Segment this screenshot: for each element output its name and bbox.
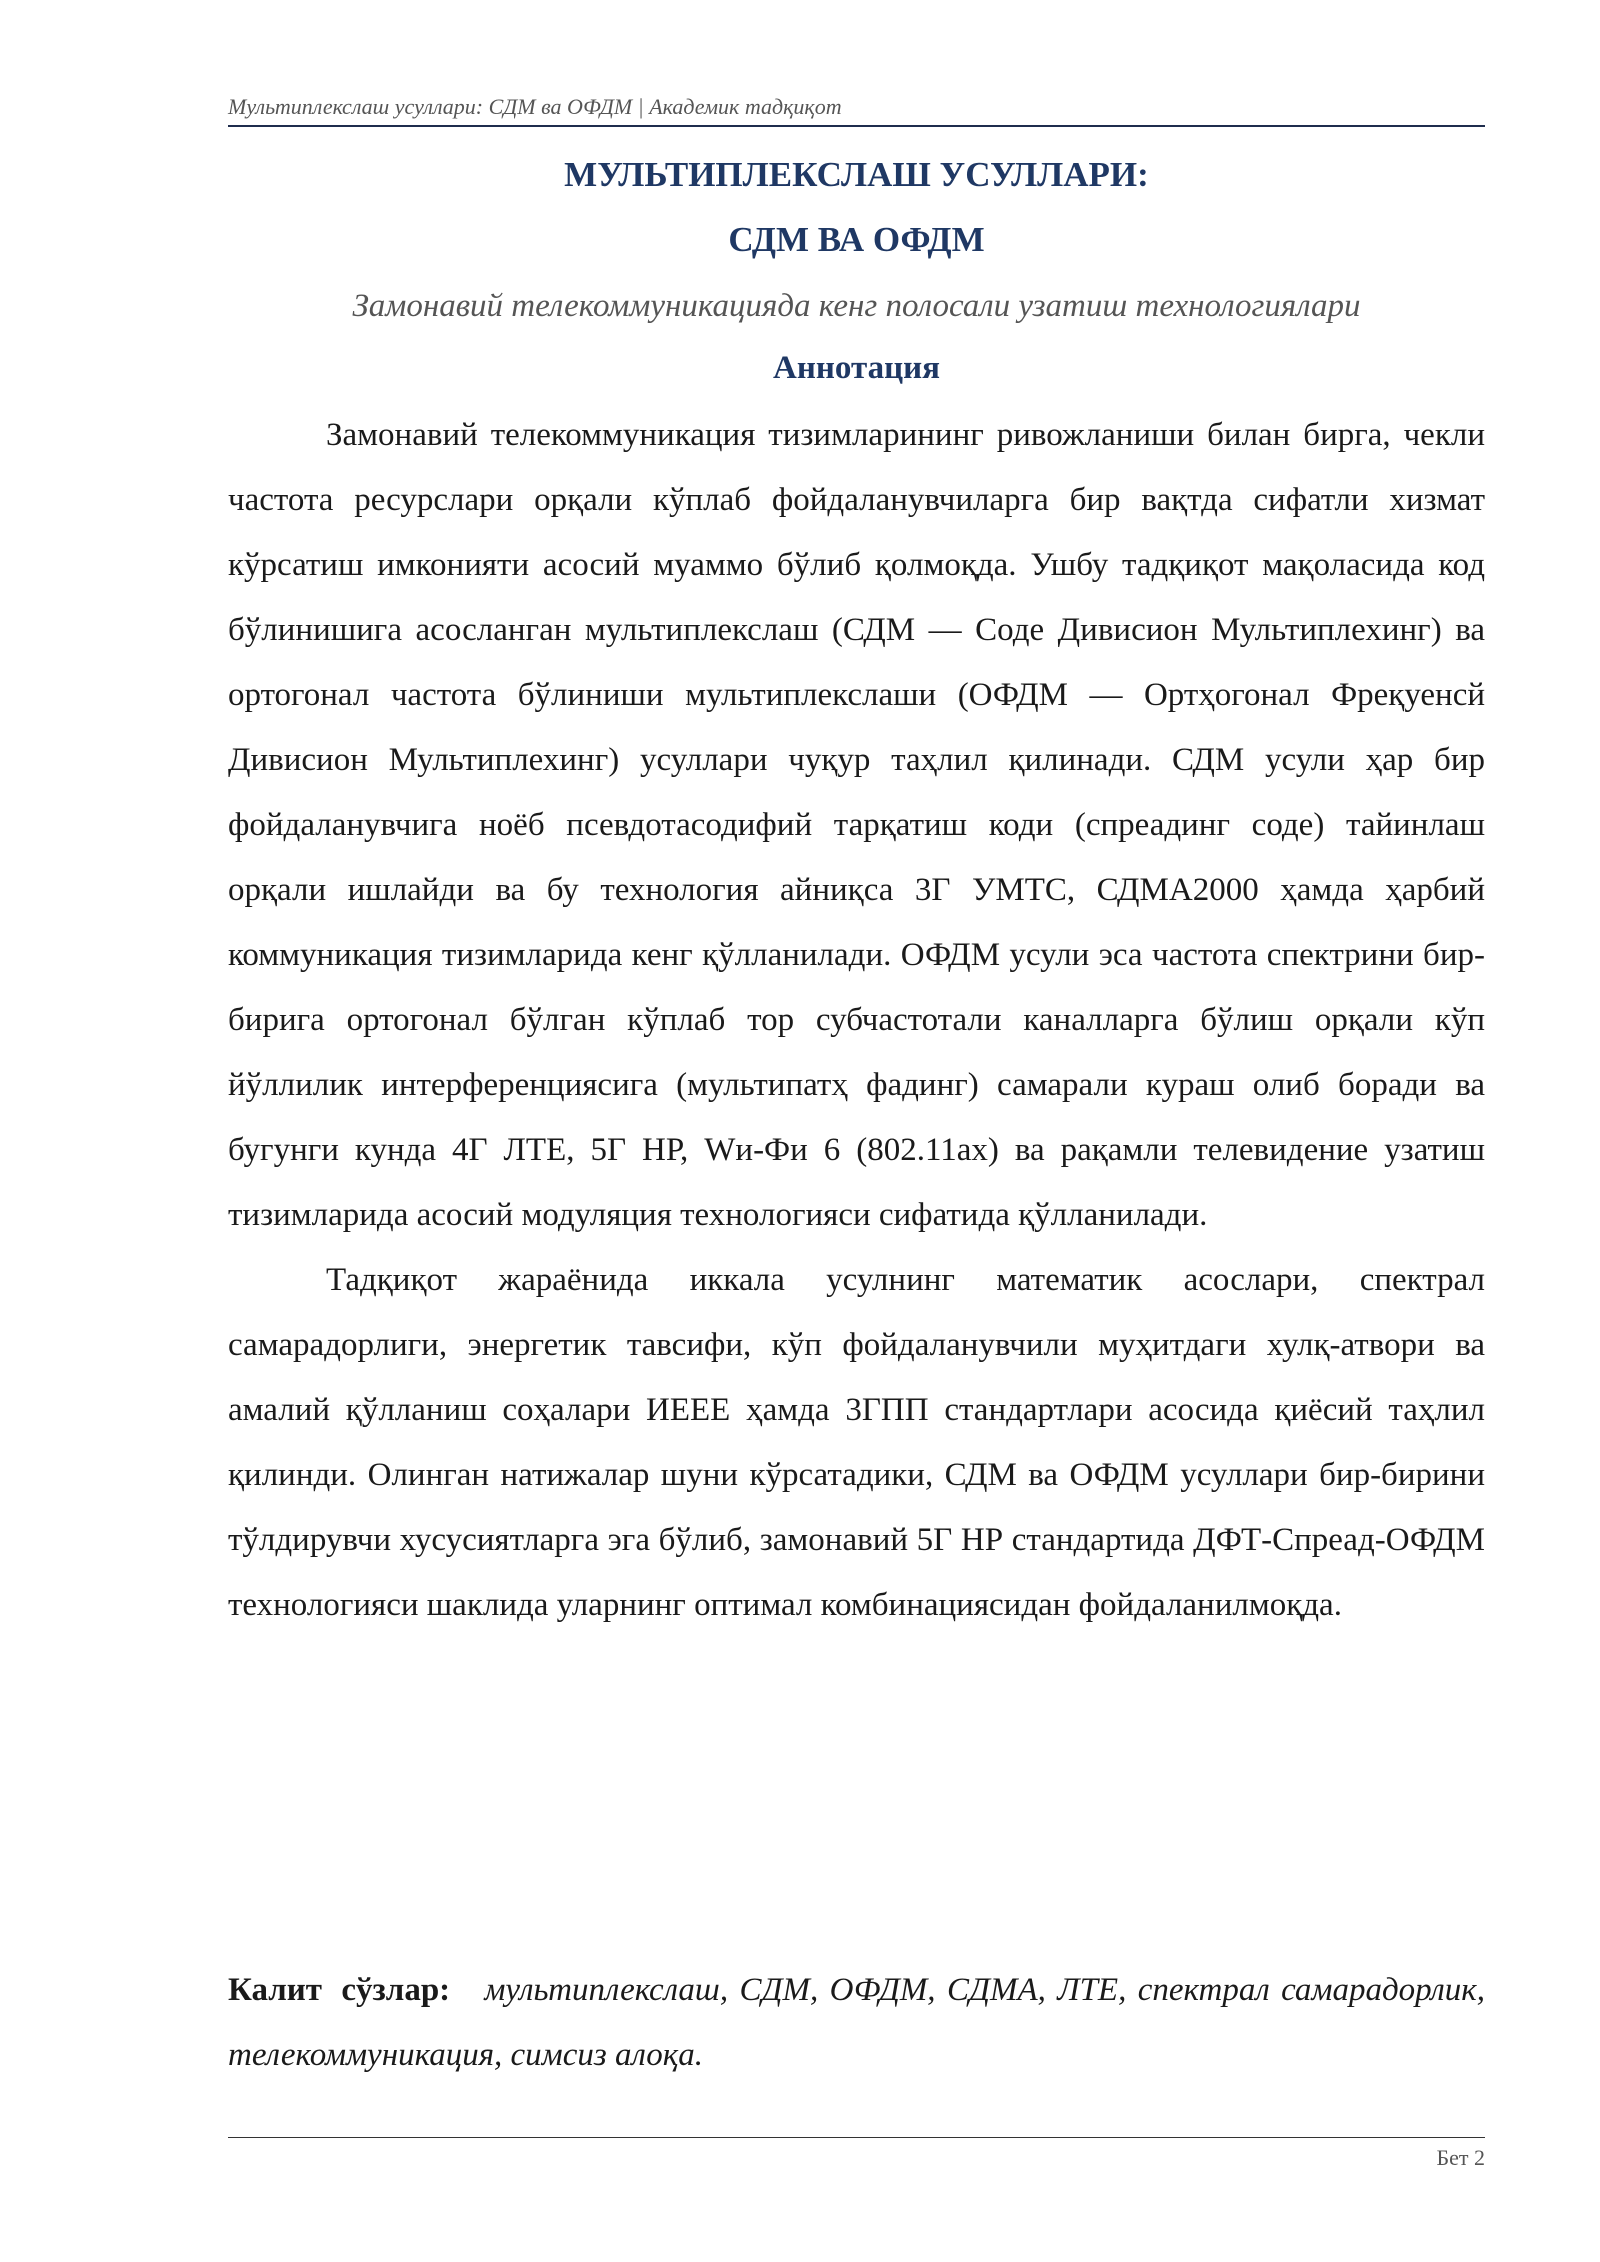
keywords (228, 1958, 1485, 2088)
abstract-paragraph-2: Тадқиқот жараёнида иккала усулнинг математик асослари, спектрал самарадорлиги, энергетик тавсифи, кўп фойдаланувчили муҳитдаги хулқ-атвори ва амалий қўлланиш соҳалари ИЕЕЕ ҳамда 3ГПП стандартлари асосида қиёсий таҳлил қилинди. Олинган натижалар шуни кўрсатадики, СДМ ва ОФДМ усуллари бир-бирини тўлдирувчи хусусиятларга эга бўлиб, замонавий 5Г НР стандартида ДФТ-Спреад-ОФДМ технологияси шаклида уларнинг оптимал комбинациясидан фойдаланилмоқда. (228, 1262, 1485, 1623)
header-rule (228, 125, 1485, 127)
abstract-heading: Аннотация (773, 350, 940, 386)
page-number: Бет 2 (1436, 2145, 1485, 2170)
abstract-paragraph-1: Замонавий телекоммуникация тизимларининг ривожланиши билан бирга, чекли частота ресурслари орқали кўплаб фойдаланувчиларга бир вақтда сифатли хизмат кўрсатиш имконияти асосий муаммо бўлиб қолмоқда. Ушбу тадқиқот мақоласида код бўлинишига асосланган мультиплекслаш (СДМ — Соде Дивисион Мультиплехинг) ва ортогонал частота бўлиниши мультиплекслаши (ОФДМ — Ортҳогонал Фреқуенсй Дивисион Мультиплехинг) усуллари чуқур таҳлил қилинади. СДМ усули ҳар бир фойдаланувчига ноёб псевдотасодифий тарқатиш коди (спреадинг соде) тайинлаш орқали ишлайди ва бу технология айниқса 3Г УМТС, СДМА2000 ҳамда ҳарбий коммуникация тизимларида кенг қўлланилади. ОФДМ усули эса частота спектрини бир-бирига ортогонал бўлган кўплаб тор субчастотали каналларга бўлиш орқали кўп йўллилик интерференциясига (мультипатҳ фадинг) самарали кураш олиб боради ва бугунги кунда 4Г ЛТЕ, 5Г НР, Wи-Фи 6 (802.11ах) ва рақамли телевидение узатиш тизимларида асосий модуляция технологияси сифатида қўлланилади. (228, 417, 1485, 1233)
subtitle: Замонавий телекоммуникацияда кенг полосали узатиш технологиялари (352, 288, 1361, 324)
title-line-1: МУЛЬТИПЛЕКСЛАШ УСУЛЛАРИ: (564, 155, 1149, 194)
footer-rule (228, 2137, 1485, 2138)
abstract-body (228, 403, 1485, 1638)
running-header: Мультиплекслаш усуллари: СДМ ва ОФДМ | Академик тадқиқот (228, 94, 842, 119)
title-line-2: СДМ ВА ОФДМ (728, 220, 985, 259)
keywords-list: мультиплекслаш, СДМ, ОФДМ, СДМА, ЛТЕ, спектрал самарадорлик, телекоммуникация, симсиз алоқа. (228, 1972, 1485, 2073)
keywords-label: Калит сўзлар: (228, 1972, 451, 2008)
